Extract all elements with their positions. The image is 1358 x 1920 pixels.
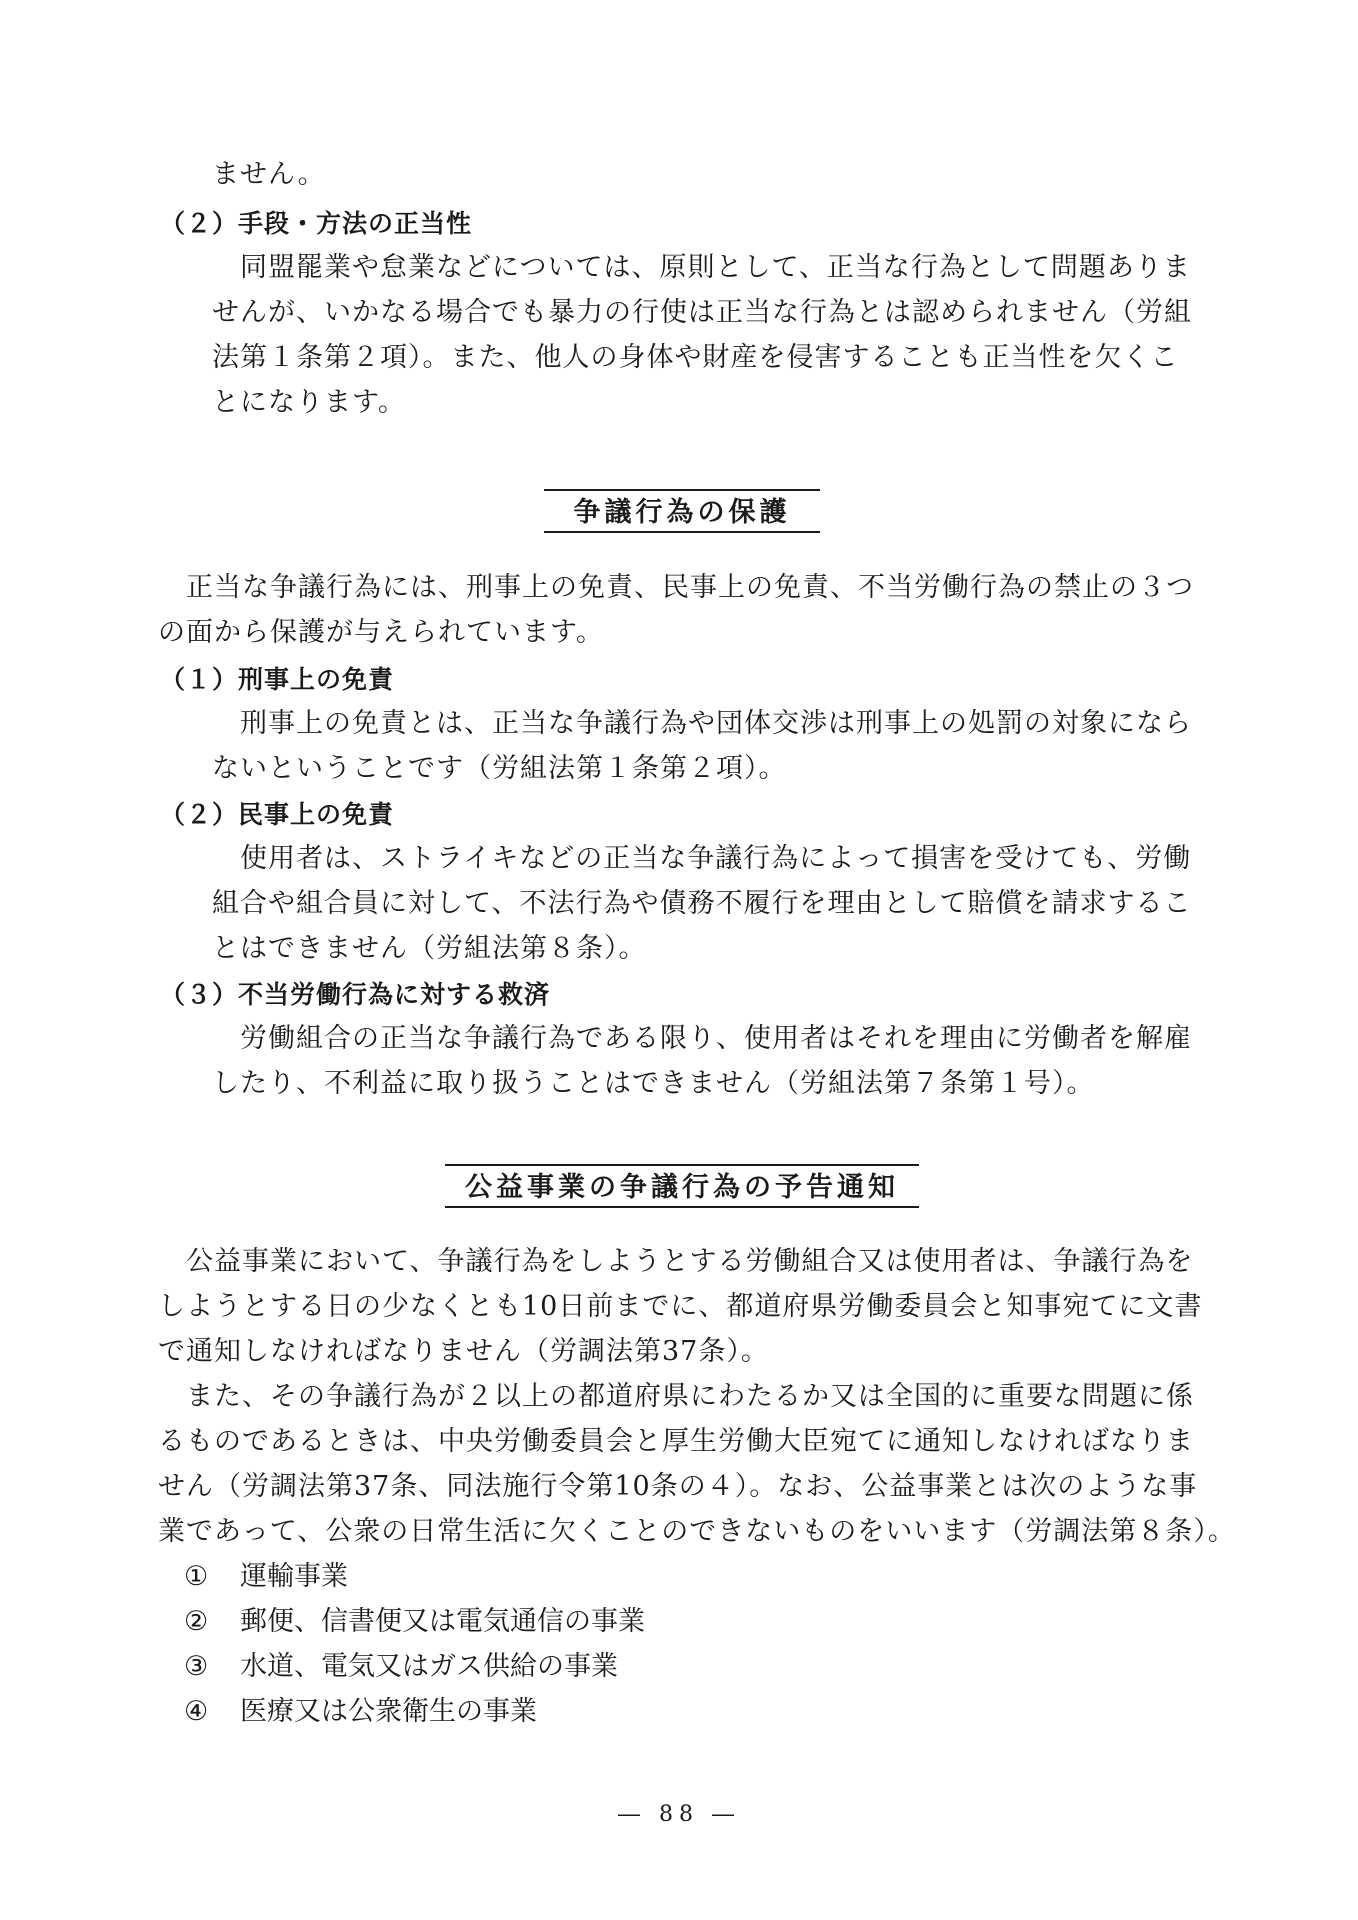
paragraph-line: 業であって、公衆の日常生活に欠くことのできないものをいいます（労調法第８条）。	[158, 1516, 1236, 1547]
paragraph-line: 公益事業において、争議行為をしようとする労働組合又は使用者は、争議行為を	[186, 1246, 1194, 1277]
subheading-civil-immunity: （２）民事上の免責	[160, 800, 395, 829]
list-text: 医療又は公衆衛生の事業	[240, 1696, 537, 1727]
list-item	[184, 1602, 645, 1642]
list-number: ④	[184, 1696, 209, 1727]
list-number: ①	[184, 1561, 209, 1592]
paragraph-line: また、その争議行為が２以上の都道府県にわたるか又は全国的に重要な問題に係	[186, 1381, 1194, 1412]
paragraph-line: とはできません（労組法第８条）。	[212, 933, 647, 964]
paragraph-line: ないということです（労組法第１条第２項）。	[212, 753, 787, 784]
section-title-public-utility-notice: 公益事業の争議行為の予告通知	[445, 1164, 919, 1208]
paragraph-line: の面から保護が与えられています。	[158, 617, 604, 648]
paragraph-line: 法第１条第２項）。また、他人の身体や財産を侵害することも正当性を欠くこ	[212, 342, 1179, 373]
list-text: 水道、電気又はガス供給の事業	[240, 1651, 618, 1682]
continued-text: ません。	[212, 159, 326, 190]
list-item	[184, 1692, 537, 1732]
paragraph-line: で通知しなければなりません（労調法第37条）。	[158, 1336, 769, 1367]
paragraph-line: しようとする日の少なくとも10日前までに、都道府県労働委員会と知事宛てに文書	[158, 1291, 1203, 1322]
page-number: ― 88 ―	[618, 1802, 740, 1827]
list-number: ③	[184, 1651, 209, 1682]
subheading-unfair-labor-relief: （３）不当労働行為に対する救済	[160, 980, 551, 1009]
paragraph-line: 刑事上の免責とは、正当な争議行為や団体交渉は刑事上の処罰の対象になら	[240, 708, 1192, 739]
paragraph-line: 組合や組合員に対して、不法行為や債務不履行を理由として賠償を請求するこ	[212, 888, 1192, 919]
list-text: 運輸事業	[240, 1561, 348, 1592]
paragraph-line: とになります。	[212, 387, 406, 418]
list-item	[184, 1647, 618, 1687]
paragraph-line: るものであるときは、中央労働委員会と厚生労働大臣宛てに通知しなければなりま	[158, 1426, 1194, 1457]
list-text: 郵便、信書便又は電気通信の事業	[240, 1606, 645, 1637]
paragraph-line: 同盟罷業や怠業などについては、原則として、正当な行為として問題ありま	[240, 252, 1191, 283]
list-number: ②	[184, 1606, 209, 1637]
subheading-means-legitimacy: （２）手段・方法の正当性	[160, 209, 473, 238]
paragraph-line: 使用者は、ストライキなどの正当な争議行為によって損害を受けても、労働	[240, 843, 1192, 874]
paragraph-line: せん（労調法第37条、同法施行令第10条の４）。なお、公益事業とは次のような事	[158, 1471, 1198, 1502]
subheading-criminal-immunity: （１）刑事上の免責	[160, 665, 395, 694]
list-item	[184, 1557, 348, 1597]
paragraph-line: 労働組合の正当な争議行為である限り、使用者はそれを理由に労働者を解雇	[240, 1023, 1192, 1054]
paragraph-line: 正当な争議行為には、刑事上の免責、民事上の免責、不当労働行為の禁止の３つ	[186, 572, 1194, 603]
paragraph-line: せんが、いかなる場合でも暴力の行使は正当な行為とは認められません（労組	[212, 297, 1192, 328]
paragraph-line: したり、不利益に取り扱うことはできません（労組法第７条第１号）。	[212, 1068, 1095, 1099]
section-title-dispute-protection: 争議行為の保護	[544, 489, 820, 533]
